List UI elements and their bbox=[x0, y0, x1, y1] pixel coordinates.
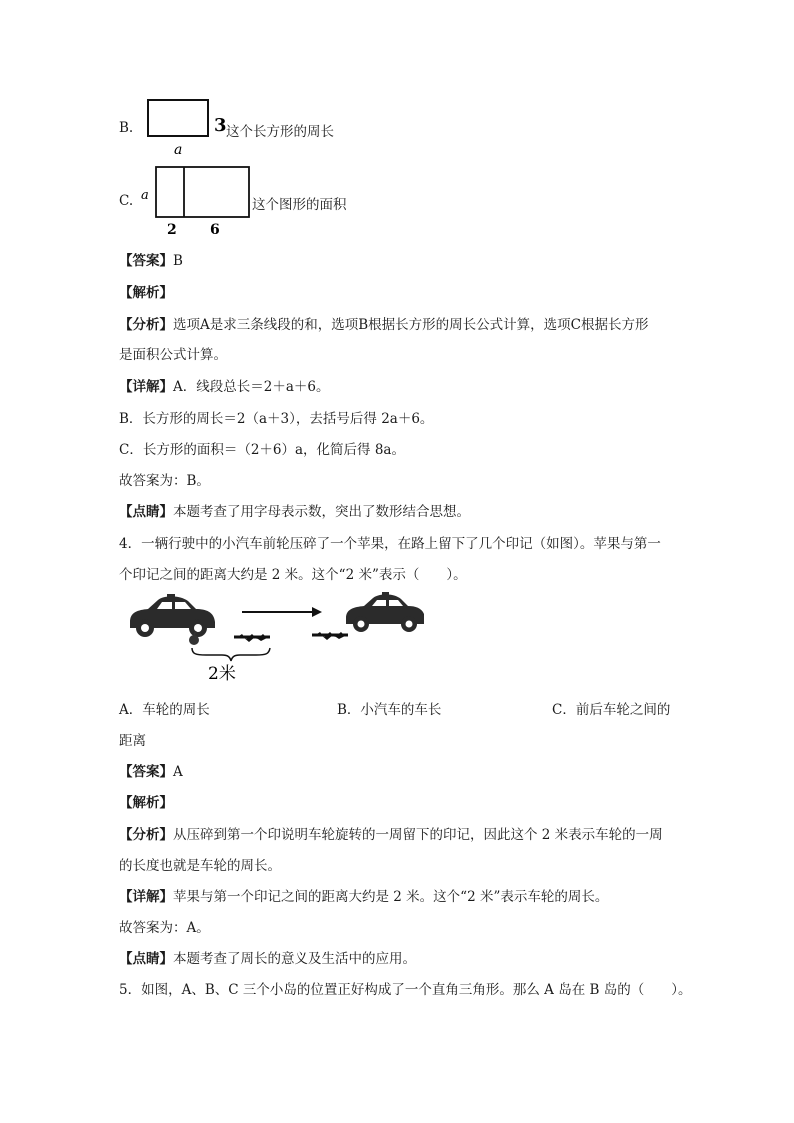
q4-answer bbox=[119, 760, 183, 780]
q4-stem-line2: 个印记之间的距离大约是 2 米。这个“2 米”表示（ ）。 bbox=[119, 567, 467, 583]
xiangjie-a: A．线段总长＝2＋a＋6。 bbox=[173, 379, 330, 395]
q4-fenxi bbox=[119, 823, 663, 843]
xiangjie-text: 苹果与第一个印记之间的距离大约是 2 米。这个“2 米”表示车轮的周长。 bbox=[173, 889, 609, 905]
composite-side-label: a bbox=[141, 188, 149, 203]
option-c-letter: C. bbox=[119, 193, 134, 209]
q3-dianjing bbox=[119, 500, 470, 520]
q4-option-b: B．小汽车的车长 bbox=[337, 702, 442, 718]
fenxi-label: 【分析】 bbox=[119, 827, 173, 843]
q3-answer bbox=[119, 249, 183, 269]
q3-xiangjie-c: C．长方形的面积＝（2＋6）a，化简后得 8a。 bbox=[119, 442, 405, 458]
fenxi-text-line1: 选项A是求三条线段的和，选项B根据长方形的周长公式计算，选项C根据长方形 bbox=[173, 317, 649, 333]
q4-xiangjie bbox=[119, 885, 608, 905]
xiangjie-label: 【详解】 bbox=[119, 889, 173, 905]
q4-fenxi-line2: 的长度也就是车轮的周长。 bbox=[119, 858, 281, 874]
q3-xiangjie-b: B．长方形的周长＝2（a＋3），去括号后得 2a＋6。 bbox=[119, 411, 434, 427]
q3-xiangjie bbox=[119, 375, 329, 395]
answer-label: 【答案】 bbox=[119, 764, 173, 780]
distance-brace bbox=[192, 648, 270, 661]
q3-jiexi-heading: 【解析】 bbox=[119, 285, 173, 301]
dianjing-text: 本题考查了周长的意义及生活中的应用。 bbox=[173, 951, 416, 967]
q4-option-c: C．前后车轮之间的 bbox=[552, 702, 671, 718]
distance-label: 2米 bbox=[208, 664, 236, 684]
composite-bottom-label-1: 2 bbox=[167, 222, 177, 238]
answer-value: A bbox=[173, 764, 183, 780]
rectangle-figure bbox=[140, 93, 235, 157]
q4-dianjing bbox=[119, 947, 416, 967]
q3-fenxi bbox=[119, 313, 649, 333]
rect-side-label: 3 bbox=[214, 115, 227, 136]
answer-value: B bbox=[173, 253, 183, 269]
dianjing-label: 【点睛】 bbox=[119, 504, 173, 520]
q5-stem: 5．如图，A、B、C 三个小岛的位置正好构成了一个直角三角形。那么 A 岛在 B 岛的（ ）。 bbox=[119, 982, 692, 998]
option-c-text: 这个图形的面积 bbox=[252, 197, 347, 213]
q4-option-c-cont: 距离 bbox=[119, 733, 146, 749]
option-b-letter: B. bbox=[119, 120, 134, 136]
q4-jiexi-heading: 【解析】 bbox=[119, 795, 173, 811]
car-apple-figure bbox=[124, 590, 424, 686]
arrow-right-icon bbox=[242, 607, 322, 617]
q3-conclusion: 故答案为：B。 bbox=[119, 473, 210, 489]
rect-bottom-label: a bbox=[174, 142, 183, 157]
car-left-icon bbox=[130, 594, 215, 637]
fenxi-label: 【分析】 bbox=[119, 317, 173, 333]
tire-mark-2-icon bbox=[312, 632, 348, 640]
fenxi-text-line1: 从压碎到第一个印说明车轮旋转的一周留下的印记，因此这个 2 米表示车轮的一周 bbox=[173, 827, 663, 843]
composite-bottom-label-2: 6 bbox=[210, 222, 220, 238]
answer-label: 【答案】 bbox=[119, 253, 173, 269]
tire-mark-1-icon bbox=[234, 634, 270, 642]
q4-conclusion: 故答案为：A。 bbox=[119, 920, 210, 936]
dianjing-text: 本题考查了用字母表示数，突出了数形结合思想。 bbox=[173, 504, 470, 520]
dianjing-label: 【点睛】 bbox=[119, 951, 173, 967]
composite-rectangle-figure bbox=[138, 162, 256, 238]
q4-stem-line1: 4．一辆行驶中的小汽车前轮压碎了一个苹果，在路上留下了几个印记（如图）。苹果与第一 bbox=[119, 536, 661, 552]
option-b-text: 这个长方形的周长 bbox=[226, 124, 334, 140]
q4-option-a: A．车轮的周长 bbox=[119, 702, 210, 718]
xiangjie-label: 【详解】 bbox=[119, 379, 173, 395]
q3-fenxi-line2: 是面积公式计算。 bbox=[119, 347, 227, 363]
car-right-icon bbox=[346, 592, 424, 632]
